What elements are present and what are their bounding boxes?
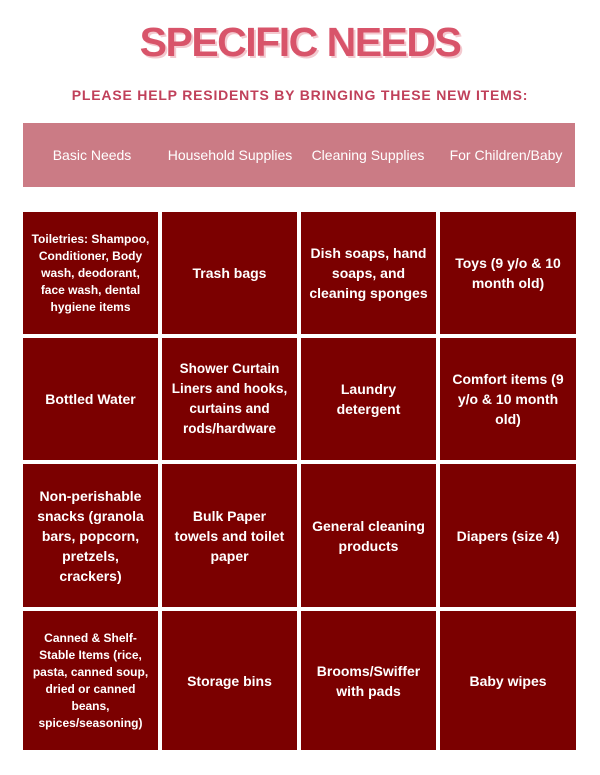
cell-diapers: Diapers (size 4): [440, 464, 576, 607]
cell-paper-towels: Bulk Paper towels and toilet paper: [162, 464, 297, 607]
page-subtitle: PLEASE HELP RESIDENTS BY BRINGING THESE NEW ITEMS:: [71, 87, 529, 103]
header-children-baby: For Children/Baby: [449, 146, 563, 163]
cell-trash-bags: Trash bags: [162, 212, 297, 334]
cell-brooms-swiffer: Brooms/Swiffer with pads: [301, 611, 436, 750]
cell-cleaning-products: General cleaning products: [301, 464, 436, 607]
cell-toys: Toys (9 y/o & 10 month old): [440, 212, 576, 334]
cell-comfort-items: Comfort items (9 y/o & 10 month old): [440, 338, 576, 460]
cell-snacks: Non-perishable snacks (granola bars, popcorn, pretzels, crackers): [23, 464, 158, 607]
page-title: SPECIFIC NEEDS: [139, 19, 461, 65]
cell-baby-wipes: Baby wipes: [440, 611, 576, 750]
header-basic-needs: Basic Needs: [52, 146, 132, 163]
cell-dish-soaps: Dish soaps, hand soaps, and cleaning sponges: [301, 212, 436, 334]
header-cleaning-supplies: Cleaning Supplies: [311, 146, 425, 163]
cell-bottled-water: Bottled Water: [23, 338, 158, 460]
cell-shower-curtain: Shower Curtain Liners and hooks, curtains and rods/hardware: [162, 338, 297, 460]
cell-laundry-detergent: Laundry detergent: [301, 338, 436, 460]
header-household-supplies: Household Supplies: [167, 146, 293, 163]
cell-toiletries: Toiletries: Shampoo, Conditioner, Body wash, deodorant, face wash, dental hygiene items: [23, 212, 158, 334]
needs-grid: [23, 212, 576, 750]
cell-canned-items: Canned & Shelf-Stable Items (rice, pasta, canned soup, dried or canned beans, spices/seasoning): [23, 611, 158, 750]
cell-storage-bins: Storage bins: [162, 611, 297, 750]
column-header-band: [23, 123, 575, 187]
